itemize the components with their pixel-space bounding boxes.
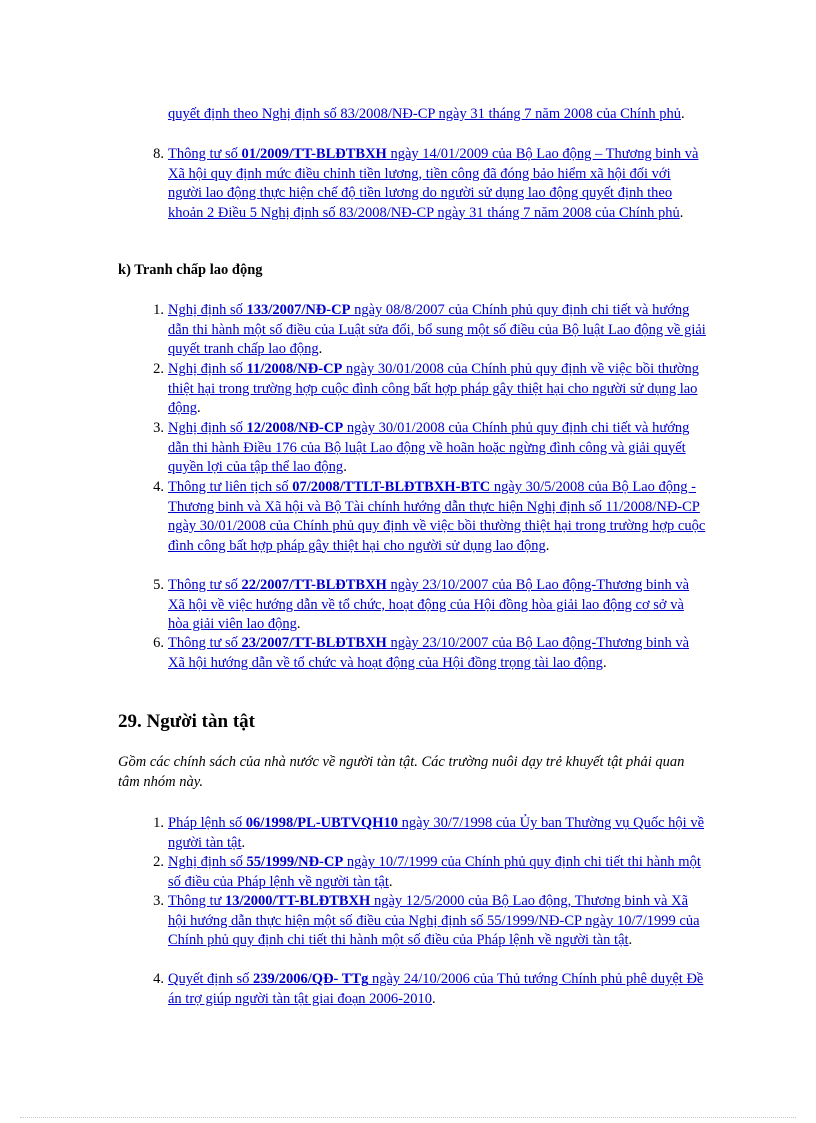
list-number: 1. (153, 302, 164, 318)
list-text: Nghị định số 11/2008/NĐ-CP ngày 30/01/2008 của Chính phủ quy định về việc bồi thường thiệt hại trong trường hợp cuộc đình công bất hợp pháp gây thiệt hại cho người sử dụng lao động. (168, 361, 700, 416)
section-intro: Gồm các chính sách của nhà nước về người tàn tật. Các trường nuôi dạy trẻ khuyết tật phải quan tâm nhóm này. (118, 754, 685, 790)
list-number: 8. (153, 146, 164, 162)
list-text: Thông tư số 23/2007/TT-BLĐTBXH ngày 23/10/2007 của Bộ Lao động-Thương binh và Xã hội hướng dẫn về tổ chức và hoạt động của Hội đồng trọng tài lao động. (168, 635, 690, 671)
list-number: 2. (153, 361, 164, 377)
list-number: 6. (153, 635, 164, 651)
list-number: 1. (153, 815, 164, 831)
legal-document-link[interactable]: Pháp lệnh số 06/1998/PL-UBTVQH10 ngày 30/7/1998 của Ủy ban Thường vụ Quốc hội về người tàn tật (168, 815, 705, 851)
legal-document-link[interactable]: Thông tư số 23/2007/TT-BLĐTBXH ngày 23/10/2007 của Bộ Lao động-Thương binh và Xã hội hướng dẫn về tổ chức và hoạt động của Hội đồng trọng tài lao động (168, 635, 690, 671)
legal-document-link[interactable]: quyết định theo Nghị định số 83/2008/NĐ-CP ngày 31 tháng 7 năm 2008 của Chính phủ (168, 106, 681, 122)
list-text: quyết định theo Nghị định số 83/2008/NĐ-CP ngày 31 tháng 7 năm 2008 của Chính phủ. (168, 106, 685, 122)
list-text: Thông tư 13/2000/TT-BLĐTBXH ngày 12/5/2000 của Bộ Lao động, Thương binh và Xã hội hướng dẫn thực hiện một số điều của Nghị định số 55/1999/NĐ-CP ngày 10/7/1999 của Chính phủ quy định chi tiết thi hành một số điều của Pháp lệnh về người tàn tật. (168, 893, 700, 948)
legal-document-link[interactable]: Nghị định số 55/1999/NĐ-CP ngày 10/7/1999 của Chính phủ quy định chi tiết thi hành một số điều của Pháp lệnh về người tàn tật (168, 854, 701, 890)
legal-document-link[interactable]: Thông tư số 22/2007/TT-BLĐTBXH ngày 23/10/2007 của Bộ Lao động-Thương binh và Xã hội về việc hướng dẫn về tổ chức, hoạt động của Hội đồng hòa giải lao động cơ sở và hòa giải viên lao động (168, 577, 690, 632)
list-text: Nghị định số 12/2008/NĐ-CP ngày 30/01/2008 của Chính phủ quy định chi tiết và hướng dẫn thi hành Điều 176 của Bộ luật Lao động về hoãn hoặc ngừng đình công và giải quyết quyền lợi của tập thể lao động. (168, 420, 690, 475)
legal-document-link[interactable]: Thông tư 13/2000/TT-BLĐTBXH ngày 12/5/2000 của Bộ Lao động, Thương binh và Xã hội hướng dẫn thực hiện một số điều của Nghị định số 55/1999/NĐ-CP ngày 10/7/1999 của Chính phủ quy định chi tiết thi hành một số điều của Pháp lệnh về người tàn tật (168, 893, 700, 948)
legal-document-link[interactable]: Thông tư liên tịch số 07/2008/TTLT-BLĐTBXH-BTC ngày 30/5/2008 của Bộ Lao động - Thương binh và Xã hội và Bộ Tài chính hướng dẫn thực hiện Nghị định số 11/2008/NĐ-CP ngày 30/01/2008 của Chính phủ quy định về việc bồi thường thiệt hại trong trường hợp cuộc đình công bất hợp pháp gây thiệt hại cho người sử dụng lao động (168, 479, 706, 554)
list-number: 4. (153, 971, 164, 987)
list-text: Nghị định số 55/1999/NĐ-CP ngày 10/7/1999 của Chính phủ quy định chi tiết thi hành một số điều của Pháp lệnh về người tàn tật. (168, 854, 701, 890)
list-text: Thông tư số 22/2007/TT-BLĐTBXH ngày 23/10/2007 của Bộ Lao động-Thương binh và Xã hội về việc hướng dẫn về tổ chức, hoạt động của Hội đồng hòa giải lao động cơ sở và hòa giải viên lao động. (168, 577, 690, 632)
section-heading: k) Tranh chấp lao động (118, 262, 263, 278)
legal-document-link[interactable]: Nghị định số 12/2008/NĐ-CP ngày 30/01/2008 của Chính phủ quy định chi tiết và hướng dẫn thi hành Điều 176 của Bộ luật Lao động về hoãn hoặc ngừng đình công và giải quyết quyền lợi của tập thể lao động (168, 420, 690, 475)
list-number: 3. (153, 893, 164, 909)
legal-document-link[interactable]: Quyết định số 239/2006/QĐ- TTg ngày 24/10/2006 của Thủ tướng Chính phủ phê duyệt Đề án trợ giúp người tàn tật giai đoạn 2006-2010 (168, 971, 704, 1007)
page-bottom-divider (20, 1117, 796, 1118)
list-text: Quyết định số 239/2006/QĐ- TTg ngày 24/10/2006 của Thủ tướng Chính phủ phê duyệt Đề án trợ giúp người tàn tật giai đoạn 2006-2010. (168, 971, 704, 1007)
list-text: Thông tư liên tịch số 07/2008/TTLT-BLĐTBXH-BTC ngày 30/5/2008 của Bộ Lao động - Thương binh và Xã hội và Bộ Tài chính hướng dẫn thực hiện Nghị định số 11/2008/NĐ-CP ngày 30/01/2008 của Chính phủ quy định về việc bồi thường thiệt hại trong trường hợp cuộc đình công bất hợp pháp gây thiệt hại cho người sử dụng lao động. (168, 479, 706, 554)
section-heading: 29. Người tàn tật (118, 711, 255, 732)
legal-document-link[interactable]: Thông tư số 01/2009/TT-BLĐTBXH ngày 14/01/2009 của Bộ Lao động – Thương binh và Xã hội quy định mức điều chỉnh tiền lương, tiền công đã đóng bảo hiểm xã hội đối với người lao động thực hiện chế độ tiền lương do người sử dụng lao động quyết định theo khoản 2 Điều 5 Nghị định số 83/2008/NĐ-CP ngày 31 tháng 7 năm 2008 của Chính phủ (168, 146, 699, 221)
list-number: 3. (153, 420, 164, 436)
list-number: 2. (153, 854, 164, 870)
list-number: 5. (153, 577, 164, 593)
list-text: Thông tư số 01/2009/TT-BLĐTBXH ngày 14/01/2009 của Bộ Lao động – Thương binh và Xã hội quy định mức điều chỉnh tiền lương, tiền công đã đóng bảo hiểm xã hội đối với người lao động thực hiện chế độ tiền lương do người sử dụng lao động quyết định theo khoản 2 Điều 5 Nghị định số 83/2008/NĐ-CP ngày 31 tháng 7 năm 2008 của Chính phủ. (168, 146, 699, 221)
legal-document-link[interactable]: Nghị định số 133/2007/NĐ-CP ngày 08/8/2007 của Chính phủ quy định chi tiết và hướng dẫn thi hành một số điều của Luật sửa đổi, bổ sung một số điều của Bộ luật Lao động về giải quyết tranh chấp lao động (168, 302, 706, 357)
legal-document-link[interactable]: Nghị định số 11/2008/NĐ-CP ngày 30/01/2008 của Chính phủ quy định về việc bồi thường thiệt hại trong trường hợp cuộc đình công bất hợp pháp gây thiệt hại cho người sử dụng lao động (168, 361, 700, 416)
list-text: Nghị định số 133/2007/NĐ-CP ngày 08/8/2007 của Chính phủ quy định chi tiết và hướng dẫn thi hành một số điều của Luật sửa đổi, bổ sung một số điều của Bộ luật Lao động về giải quyết tranh chấp lao động. (168, 302, 706, 357)
list-text: Pháp lệnh số 06/1998/PL-UBTVQH10 ngày 30/7/1998 của Ủy ban Thường vụ Quốc hội về người tàn tật. (168, 815, 705, 851)
list-number: 4. (153, 479, 164, 495)
